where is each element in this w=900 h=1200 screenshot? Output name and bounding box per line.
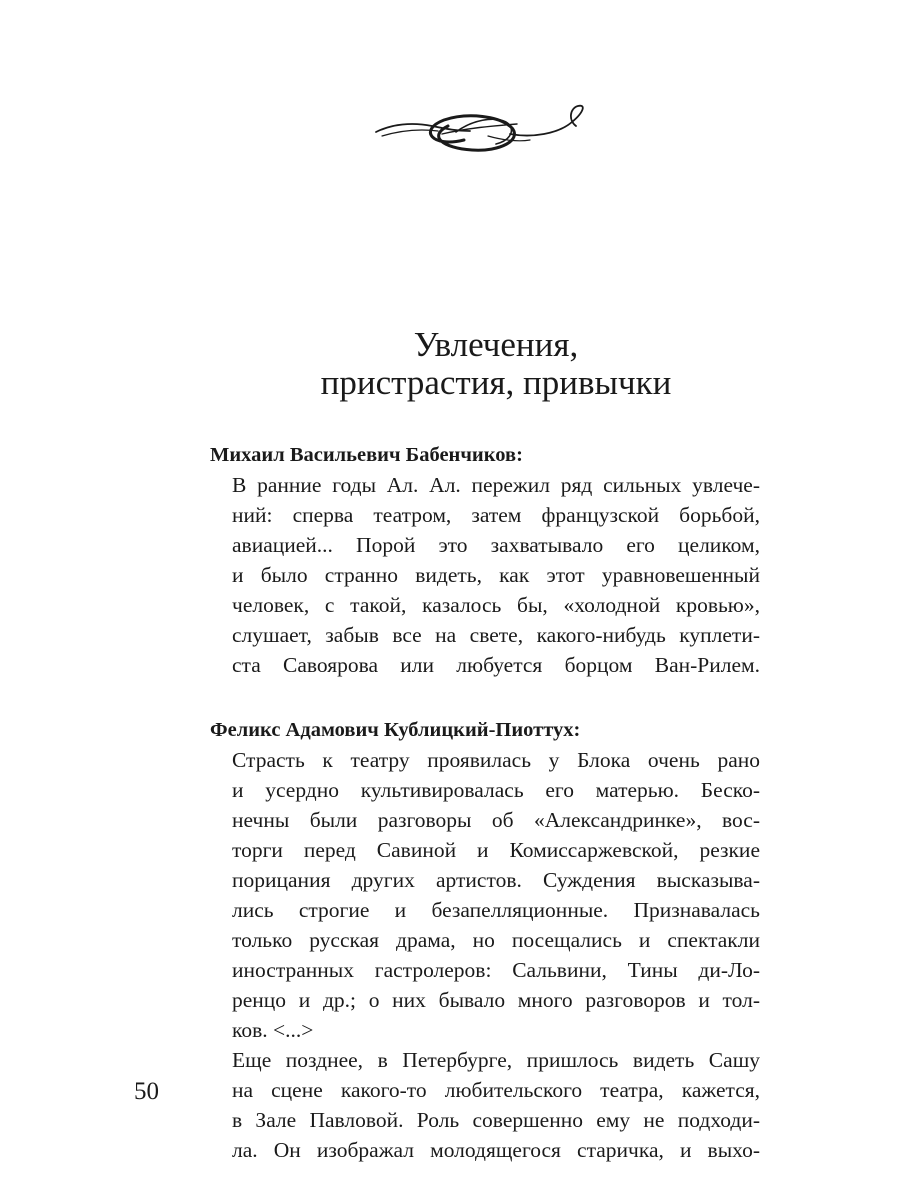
text-line: ла. Он изображал молодящегося старичка, и выхо- <box>232 1138 760 1162</box>
quote-block <box>232 745 760 1165</box>
quote-block <box>232 470 760 680</box>
page-number: 50 <box>134 1078 159 1105</box>
speaker-name: Феликс Адамович Кублицкий-Пиоттух: <box>210 719 581 741</box>
text-line: порицания других артистов. Суждения высказыва- <box>232 868 760 892</box>
text-line: В ранние годы Ал. Ал. пережил ряд сильных увлече- <box>232 473 760 497</box>
chapter-title-line: Увлечения, <box>413 325 579 364</box>
chapter-title-line: пристрастия, привычки <box>320 363 672 402</box>
text-line: человек, с такой, казалось бы, «холодной кровью», <box>232 593 760 617</box>
text-line: ков. <...> <box>232 1018 314 1042</box>
text-line: и усердно культивировалась его матерью. Беско- <box>232 778 760 802</box>
text-line: Еще позднее, в Петербурге, пришлось видеть Сашу <box>232 1048 760 1072</box>
text-line: ста Савоярова или любуется борцом Ван-Рилем. <box>232 653 760 677</box>
text-line: слушает, забыв все на свете, какого-нибудь куплети- <box>232 623 760 647</box>
flourish-ornament <box>372 100 594 160</box>
text-line: торги перед Савиной и Комиссаржевской, резкие <box>232 838 760 862</box>
text-line: иностранных гастролеров: Сальвини, Тины ди-Ло- <box>232 958 760 982</box>
text-line: в Зале Павловой. Роль совершенно ему не подходи- <box>232 1108 760 1132</box>
text-line: Страсть к театру проявилась у Блока очень рано <box>232 748 760 772</box>
text-line: только русская драма, но посещались и спектакли <box>232 928 760 952</box>
text-line: ренцо и др.; о них бывало много разговоров и тол- <box>232 988 760 1012</box>
chapter-title <box>0 326 900 402</box>
text-line: нечны были разговоры об «Александринке», вос- <box>232 808 760 832</box>
text-line: ний: сперва театром, затем французской борьбой, <box>232 503 760 527</box>
text-line: на сцене какого-то любительского театра, кажется, <box>232 1078 760 1102</box>
text-line: авиацией... Порой это захватывало его целиком, <box>232 533 760 557</box>
main-text <box>210 440 760 1165</box>
text-line: лись строгие и безапелляционные. Признавалась <box>232 898 760 922</box>
text-line: и было странно видеть, как этот уравновешенный <box>232 563 760 587</box>
speaker-name: Михаил Васильевич Бабенчиков: <box>210 444 523 466</box>
